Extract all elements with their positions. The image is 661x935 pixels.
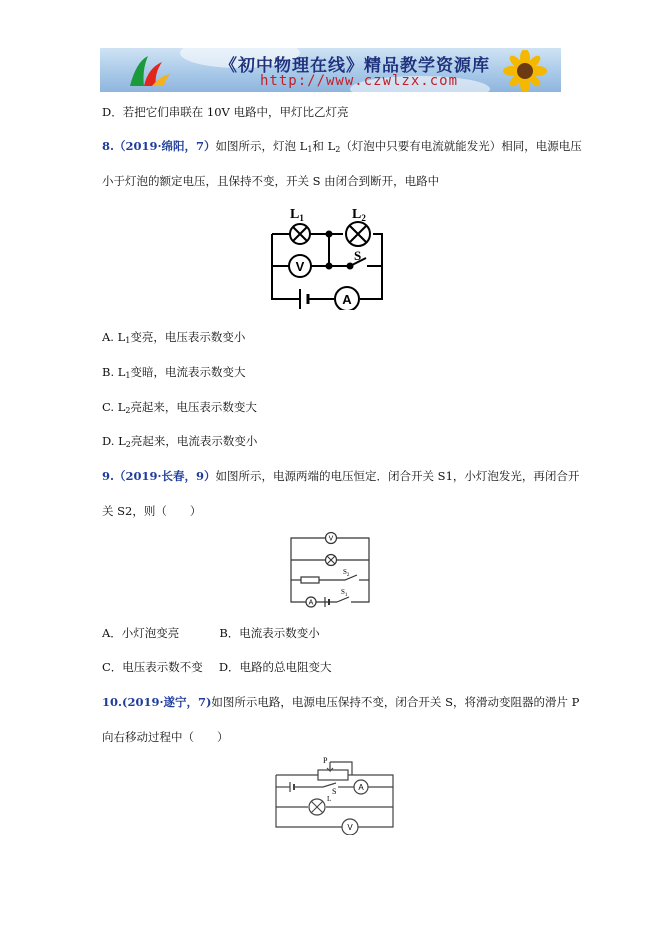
q8-option-d: D. $L_2$亮起来，电流表示数变小 (102, 434, 258, 449)
voltmeter-label: V (295, 259, 305, 274)
q9-options-ab (102, 626, 320, 640)
switch-s-label: S (332, 787, 337, 796)
q8-source: （2019·绵阳，7） (114, 139, 216, 153)
ammeter-label: A (308, 599, 314, 607)
l1-label: $L_1$ (290, 207, 304, 223)
slider-p-label: P (323, 756, 328, 765)
q8-stem-line2: 小于灯泡的额定电压，且保持不变，开关 S 由闭合到断开，电路中 (102, 174, 440, 188)
voltmeter-label: V (328, 535, 334, 543)
q8-number: 8. (102, 139, 115, 153)
q8-option-a: A. $L_1$变亮，电压表示数变小 (102, 330, 246, 345)
q8-sub-1: 1 (307, 145, 313, 154)
sunflower-icon (495, 50, 555, 92)
l2-label: $L_2$ (352, 207, 366, 223)
q8-text-a: 如图所示，灯泡 L (215, 139, 308, 153)
switch-s-label: S (354, 248, 362, 263)
logo-icon (122, 52, 172, 90)
q9-option-b: B．电流表示数变小 (219, 626, 320, 640)
ammeter-label: A (358, 783, 364, 792)
banner-title: 《初中物理在线》精品教学资源库 (220, 56, 490, 76)
q9-option-d: D．电路的总电阻变大 (218, 660, 332, 674)
lamp-l1-icon (290, 224, 310, 244)
q8-option-b: B. $L_1$变暗，电流表示数变大 (102, 365, 246, 380)
q8-stem (102, 139, 582, 157)
q9-options-cd (102, 660, 332, 674)
q8-text-c: （灯泡中只要有电流就能发光）相同，电源电压 (340, 139, 582, 153)
lamp-icon (309, 799, 325, 815)
ammeter-label: A (342, 292, 352, 307)
q10-number: 10. (102, 695, 123, 709)
q9-text: 如图所示，电源两端的电压恒定．闭合开关 S1，小灯泡发光，再闭合开 (215, 469, 580, 483)
q10-circuit-diagram (268, 753, 403, 835)
q9-option-a: A．小灯泡变亮 (102, 626, 180, 640)
q9-stem (102, 469, 579, 483)
switch-s2-label: $S_2$ (343, 568, 350, 578)
q7-option-d: D．若把它们串联在 10V 电路中，甲灯比乙灯亮 (102, 105, 349, 119)
q9-option-c: C．电压表示数不变 (102, 660, 203, 674)
q9-source: （2019·长春，9） (114, 469, 216, 483)
q10-text: 如图所示电路，电源电压保持不变，闭合开关 S，将滑动变阻器的滑片 P (211, 695, 580, 709)
q8-option-c: C. $L_2$亮起来，电压表示数变大 (102, 400, 257, 415)
q9-number: 9. (102, 469, 115, 483)
voltmeter-label: V (347, 823, 353, 832)
lamp-icon (326, 555, 337, 566)
rheostat-icon (318, 770, 348, 780)
resistor-icon (301, 577, 319, 583)
switch-s1-label: $S_1$ (341, 588, 348, 598)
q9-circuit-diagram (285, 532, 375, 608)
header-banner (100, 48, 561, 92)
q8-sub-2: 2 (335, 145, 341, 154)
lamp-l-label: L (327, 795, 332, 803)
q9-stem-line2: 关 S2，则（ ） (102, 504, 202, 518)
q8-text-b: 和 L (312, 139, 336, 153)
q10-stem-line2: 向右移动过程中（ ） (102, 730, 229, 744)
q8-circuit-diagram (262, 204, 392, 310)
banner-url[interactable]: http://www.czwlzx.com (260, 73, 459, 89)
lamp-l2-icon (346, 222, 370, 246)
q10-source: (2019·遂宁，7) (122, 695, 212, 709)
q10-stem (102, 695, 579, 709)
